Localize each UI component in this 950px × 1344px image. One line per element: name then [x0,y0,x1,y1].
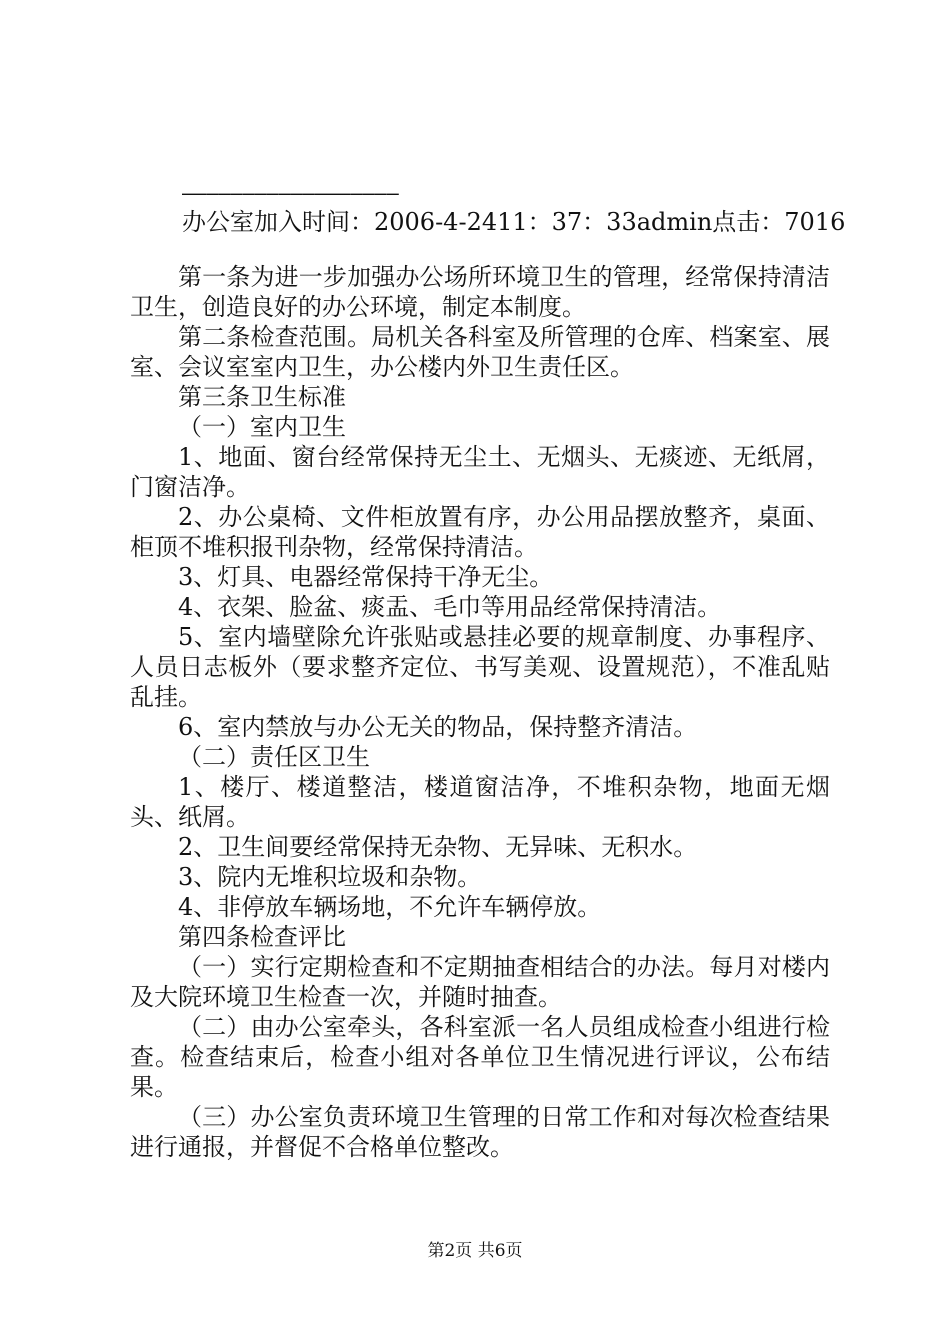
list-item: 2、办公桌椅、文件柜放置有序，办公用品摆放整齐，桌面、柜顶不堆积报刊杂物，经常保持清洁。 [130,503,830,561]
paragraph-article-1: 第一条为进一步加强办公场所环境卫生的管理，经常保持清洁卫生，创造良好的办公环境，制定本制度。 [130,263,830,321]
list-item: 4、非停放车辆场地，不允许车辆停放。 [178,893,602,921]
article-body [130,262,830,1162]
paragraph-article-2: 第二条检查范围。局机关各科室及所管理的仓库、档案室、展室、会议室室内卫生，办公楼内外卫生责任区。 [130,323,830,381]
list-item: 6、室内禁放与办公无关的物品，保持整齐清洁。 [178,713,698,741]
paragraph-article-3-heading: 第三条卫生标准 [178,383,346,411]
list-item: 5、室内墙壁除允许张贴或悬挂必要的规章制度、办事程序、人员日志板外（要求整齐定位、书写美观、设置规范），不准乱贴乱挂。 [130,623,830,711]
separator-line: —————————————————— [182,181,399,205]
article-meta: 办公室加入时间：2006-4-2411：37：33admin点击：7016 [182,208,846,236]
paragraph-article-4-heading: 第四条检查评比 [178,923,346,951]
list-item: （二）由办公室牵头，各科室派一名人员组成检查小组进行检查。检查结束后，检查小组对各单位卫生情况进行评议，公布结果。 [130,1013,830,1101]
list-item: （三）办公室负责环境卫生管理的日常工作和对每次检查结果进行通报，并督促不合格单位整改。 [130,1103,830,1161]
list-item: 4、衣架、脸盆、痰盂、毛巾等用品经常保持清洁。 [178,593,722,621]
page-number: 第2页 共6页 [427,1241,523,1261]
list-item: 2、卫生间要经常保持无杂物、无异味、无积水。 [178,833,698,861]
list-item: 3、院内无堆积垃圾和杂物。 [178,863,482,891]
list-item: 1、楼厅、楼道整洁，楼道窗洁净，不堆积杂物，地面无烟头、纸屑。 [130,773,830,831]
list-item: （一）实行定期检查和不定期抽查相结合的办法。每月对楼内及大院环境卫生检查一次，并随时抽查。 [130,953,830,1011]
section-indoor-heading: （一）室内卫生 [178,413,346,441]
list-item: 1、地面、窗台经常保持无尘土、无烟头、无痰迹、无纸屑，门窗洁净。 [130,443,830,501]
section-responsibility-heading: （二）责任区卫生 [178,743,370,771]
list-item: 3、灯具、电器经常保持干净无尘。 [178,563,554,591]
